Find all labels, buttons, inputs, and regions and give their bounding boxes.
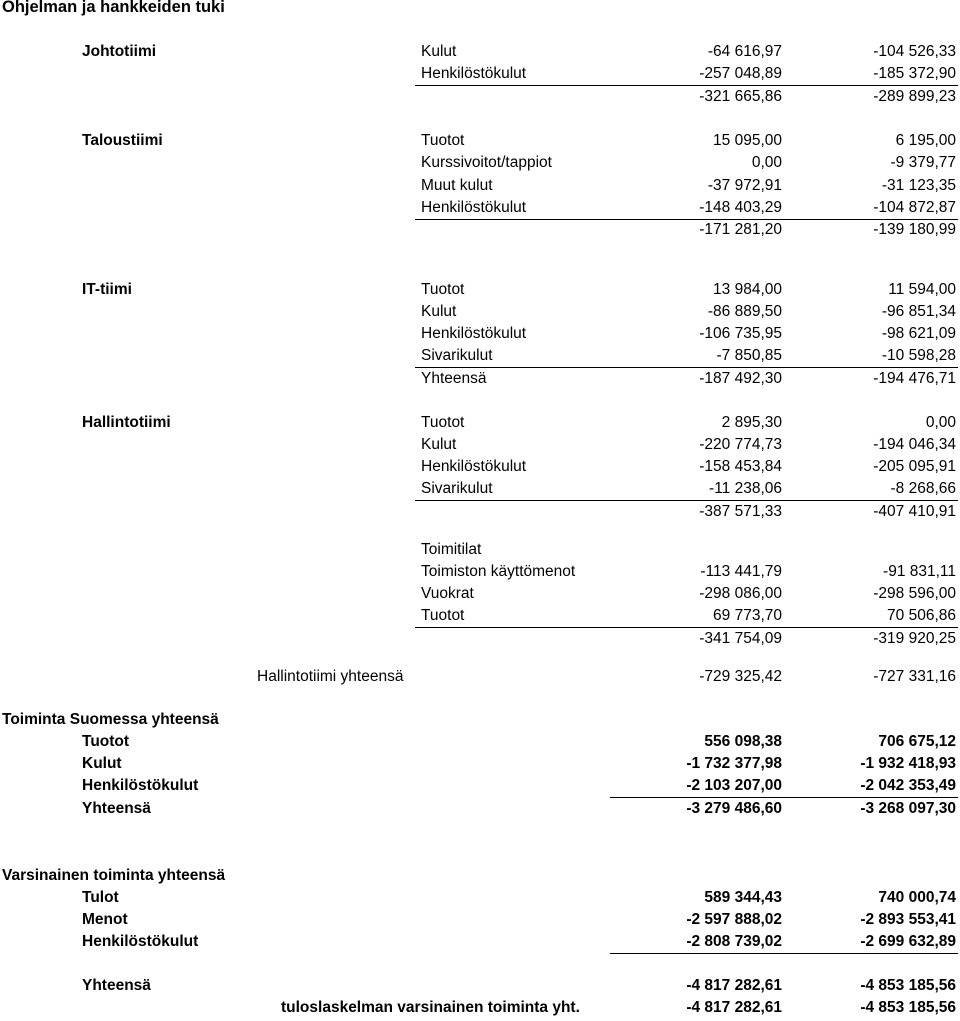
hallintotiimi-total-current: -729 325,42 [699, 668, 782, 685]
subtotal-previous: -194 476,71 [873, 370, 956, 387]
row-value-current: -113 441,79 [700, 563, 782, 580]
income-statement-total-current: -4 817 282,61 [686, 999, 782, 1016]
section-name-taloustiimi: Taloustiimi [82, 132, 163, 149]
subtotal-previous: -4 853 185,56 [860, 977, 956, 994]
subtotal-label: Yhteensä [82, 977, 151, 994]
subtotal-previous: -407 410,91 [873, 503, 956, 520]
row-value-previous: -9 379,77 [890, 154, 956, 171]
row-value-previous: -298 596,00 [873, 585, 956, 602]
row-value-previous: -8 268,66 [890, 480, 956, 497]
row-label: Henkilöstökulut [421, 65, 527, 82]
row-label: Kulut [421, 303, 457, 320]
hallintotiimi-total-label: Hallintotiimi yhteensä [257, 668, 404, 685]
row-value-previous: -194 046,34 [873, 436, 956, 453]
row-value-current: -298 086,00 [699, 585, 782, 602]
subtotal-current: -321 665,86 [699, 88, 782, 105]
row-value-current: -11 238,06 [709, 480, 782, 497]
row-value-previous: -2 042 353,49 [860, 777, 956, 794]
subtotal-label: Yhteensä [82, 800, 151, 817]
row-label: Tuotot [82, 733, 130, 750]
row-value-current: -2 808 739,02 [686, 933, 782, 950]
subtotal-previous: -3 268 097,30 [860, 800, 956, 817]
section-name-varsinainen-toiminta: Varsinainen toiminta yhteensä [2, 867, 226, 884]
row-value-current: -37 972,91 [707, 177, 782, 194]
subtotal-rule [610, 953, 958, 954]
row-value-current: -2 597 888,02 [686, 911, 782, 928]
subtotal-current: -4 817 282,61 [686, 977, 782, 994]
row-value-current: -158 453,84 [699, 458, 782, 475]
row-value-previous: 706 675,12 [878, 733, 956, 750]
page-title: Ohjelman ja hankkeiden tuki [2, 0, 225, 16]
row-label: Henkilöstökulut [421, 458, 527, 475]
section-name-johtotiimi: Johtotiimi [82, 43, 157, 60]
row-value-previous: -104 872,87 [873, 199, 956, 216]
subtotal-previous: -139 180,99 [873, 221, 956, 238]
row-label: Tuotot [421, 132, 465, 149]
row-value-current: -7 850,85 [716, 347, 782, 364]
row-value-previous: 70 506,86 [887, 607, 956, 624]
row-label: Muut kulut [421, 177, 493, 194]
subtotal-current: -187 492,30 [699, 370, 782, 387]
hallintotiimi-total-previous: -727 331,16 [873, 668, 956, 685]
row-value-current: -1 732 377,98 [686, 755, 782, 772]
row-label: Henkilöstökulut [82, 777, 199, 794]
subtotal-previous: -319 920,25 [873, 630, 956, 647]
subtotal-label: Yhteensä [421, 370, 487, 387]
row-value-current: -86 889,50 [707, 303, 782, 320]
row-value-previous: 740 000,74 [878, 889, 956, 906]
row-label: Kulut [421, 436, 457, 453]
row-label: Vuokrat [421, 585, 474, 602]
subtotal-current: -341 754,09 [699, 630, 782, 647]
row-value-previous: -205 095,91 [873, 458, 956, 475]
row-label: Menot [82, 911, 128, 928]
row-label: Henkilöstökulut [421, 199, 527, 216]
row-value-current: 2 895,30 [721, 414, 782, 431]
row-value-previous: 0,00 [925, 414, 956, 431]
row-value-previous: 6 195,00 [895, 132, 956, 149]
row-label: Kurssivoitot/tappiot [421, 154, 552, 171]
row-value-previous: -185 372,90 [873, 65, 956, 82]
row-label: Tuotot [421, 414, 465, 431]
row-label: Kulut [82, 755, 122, 772]
row-value-previous: -1 932 418,93 [860, 755, 956, 772]
income-statement-total-previous: -4 853 185,56 [860, 999, 956, 1016]
row-value-current: -2 103 207,00 [686, 777, 782, 794]
row-label: Henkilöstökulut [82, 933, 199, 950]
row-label: Tulot [82, 889, 119, 906]
row-value-previous: -10 598,28 [881, 347, 956, 364]
section-name-it-tiimi: IT-tiimi [82, 281, 132, 298]
row-value-current: -257 048,89 [699, 65, 782, 82]
row-value-previous: -98 621,09 [881, 325, 956, 342]
subtotal-current: -171 281,20 [699, 221, 782, 238]
row-label: Kulut [421, 43, 457, 60]
row-value-previous: -2 893 553,41 [860, 911, 956, 928]
subtotal-current: -3 279 486,60 [686, 800, 782, 817]
row-value-current: 589 344,43 [704, 889, 782, 906]
section-name-toiminta-suomessa: Toiminta Suomessa yhteensä [2, 711, 219, 728]
row-value-current: -106 735,95 [699, 325, 782, 342]
row-value-previous: -31 123,35 [881, 177, 956, 194]
income-statement-total-label: tuloslaskelman varsinainen toiminta yht. [281, 999, 580, 1016]
row-value-previous: 11 594,00 [888, 281, 956, 298]
row-value-previous: -91 831,11 [883, 563, 956, 580]
row-label: Sivarikulut [421, 480, 493, 497]
row-value-current: -148 403,29 [699, 199, 782, 216]
row-label: Toimiston käyttömenot [421, 563, 576, 580]
subtotal-current: -387 571,33 [699, 503, 782, 520]
subtotal-previous: -289 899,23 [873, 88, 956, 105]
row-label: Henkilöstökulut [421, 325, 527, 342]
row-value-current: -220 774,73 [699, 436, 782, 453]
row-value-current: 13 984,00 [713, 281, 782, 298]
row-value-current: 15 095,00 [713, 132, 782, 149]
row-label: Sivarikulut [421, 347, 493, 364]
row-value-previous: -2 699 632,89 [860, 933, 956, 950]
row-label: Tuotot [421, 281, 465, 298]
subsection-name-toimitilat: Toimitilat [421, 541, 482, 558]
row-value-current: 69 773,70 [713, 607, 782, 624]
section-name-hallintotiimi: Hallintotiimi [82, 414, 171, 431]
row-value-current: -64 616,97 [707, 43, 782, 60]
row-value-current: 556 098,38 [704, 733, 782, 750]
row-value-previous: -96 851,34 [881, 303, 956, 320]
row-value-current: 0,00 [751, 154, 782, 171]
row-value-previous: -104 526,33 [873, 43, 956, 60]
row-label: Tuotot [421, 607, 465, 624]
